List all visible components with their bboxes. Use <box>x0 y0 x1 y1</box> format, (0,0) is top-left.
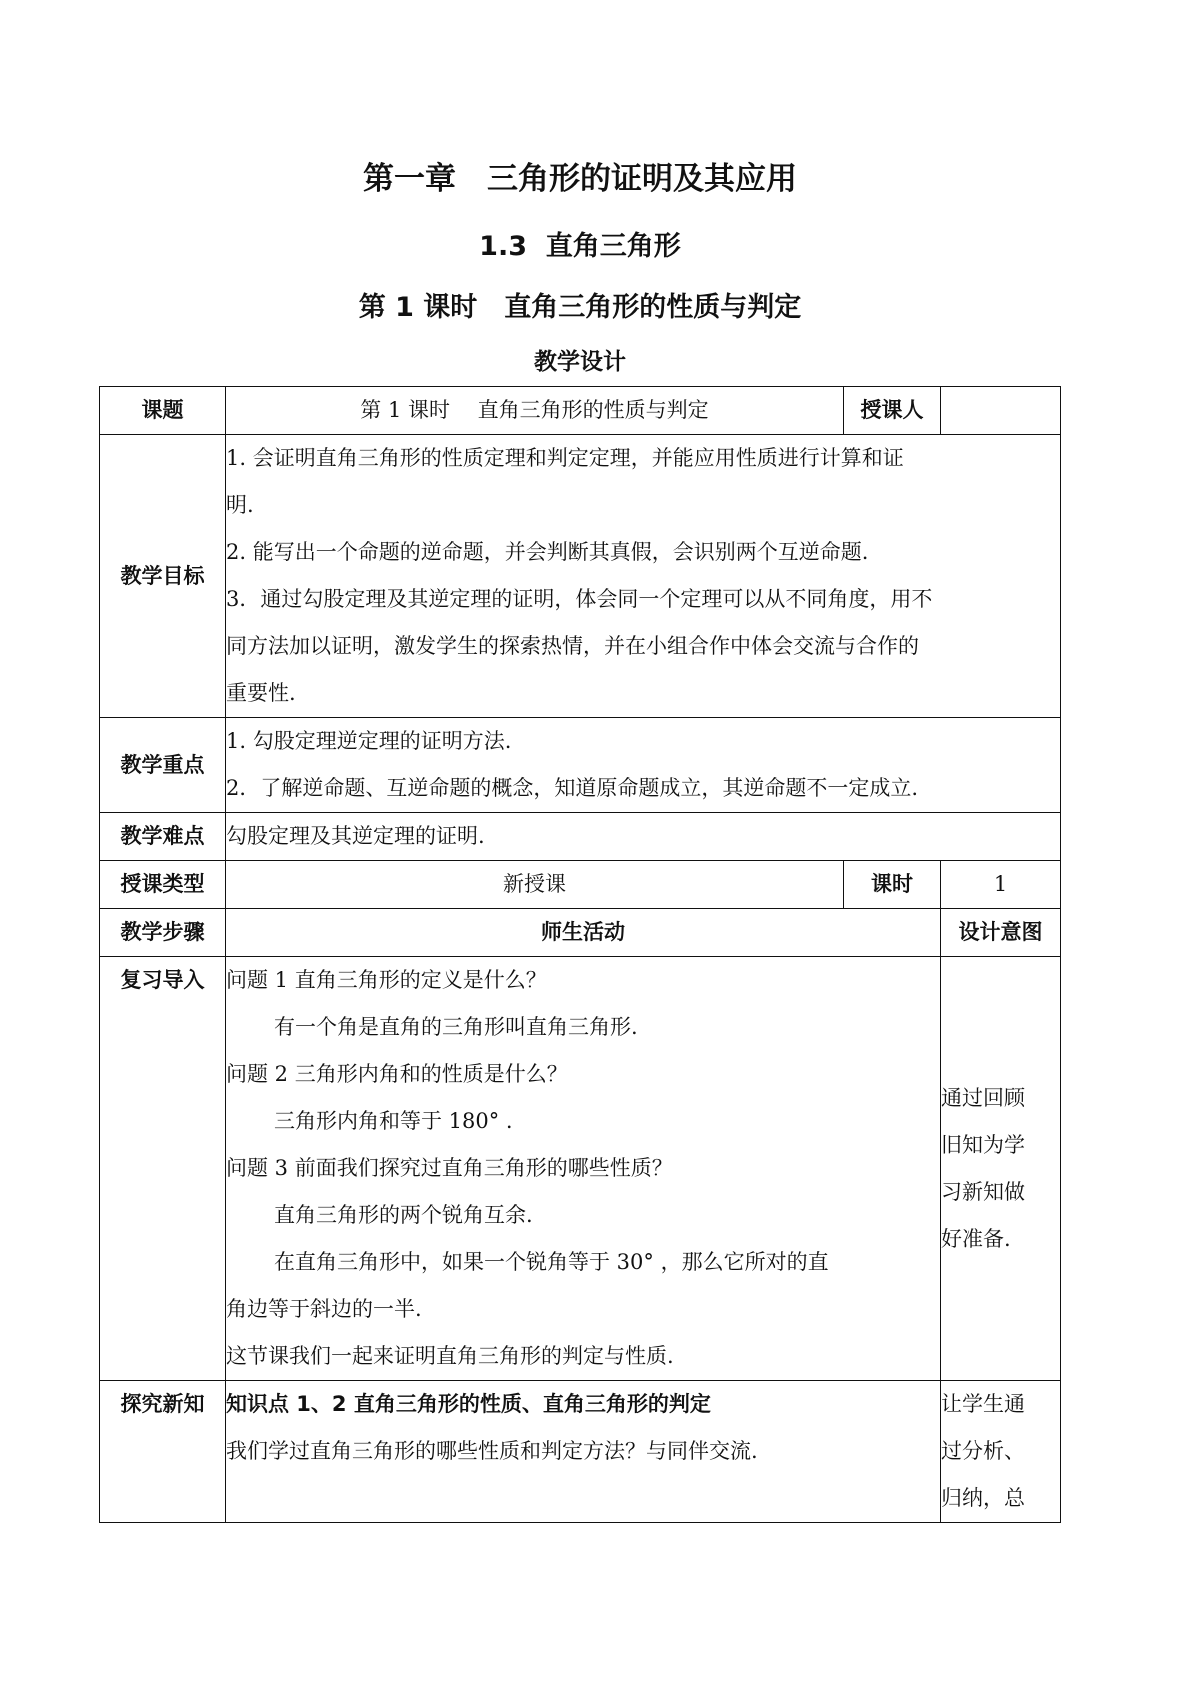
review-line: 这节课我们一起来证明直角三角形的判定与性质. <box>226 1344 674 1368</box>
review-label: 复习导入 <box>100 957 226 1381</box>
objective-line: 3．通过勾股定理及其逆定理的证明，体会同一个定理可以从不同角度，用不 <box>226 587 933 611</box>
review-line: 有一个角是直角的三角形叫直角三角形. <box>274 1015 638 1039</box>
lesson-type-row <box>100 861 1061 909</box>
review-intent-line: 旧知为学 <box>941 1132 1025 1157</box>
explore-line: 我们学过直角三角形的哪些性质和判定方法？与同伴交流. <box>226 1439 758 1463</box>
intent-column-header: 设计意图 <box>941 909 1061 957</box>
review-intent-line: 通过回顾 <box>941 1085 1025 1110</box>
explore-content <box>226 1381 941 1523</box>
review-line: 在直角三角形中，如果一个锐角等于 30° ，那么它所对的直 <box>274 1250 829 1274</box>
difficulties-row <box>100 813 1061 861</box>
explore-row <box>100 1381 1061 1523</box>
explore-line: 知识点 1、2 直角三角形的性质、直角三角形的判定 <box>226 1392 711 1416</box>
review-line: 角边等于斜边的一半. <box>226 1297 422 1321</box>
teacher-label: 授课人 <box>844 387 941 435</box>
objective-line: 同方法加以证明，激发学生的探索热情，并在小组合作中体会交流与合作的 <box>226 634 919 658</box>
steps-column-header: 教学步骤 <box>100 909 226 957</box>
difficulties-value: 勾股定理及其逆定理的证明. <box>226 813 1061 861</box>
key-points-label: 教学重点 <box>100 718 226 813</box>
review-line: 问题 3 前面我们探究过直角三角形的哪些性质？ <box>226 1156 673 1180</box>
review-intent-line: 习新知做 <box>941 1179 1025 1204</box>
lesson-type-value: 新授课 <box>226 861 844 909</box>
explore-label: 探究新知 <box>100 1381 226 1523</box>
explore-intent <box>941 1381 1061 1523</box>
review-line: 问题 1 直角三角形的定义是什么？ <box>226 968 547 992</box>
review-line: 三角形内角和等于 180° . <box>274 1109 513 1133</box>
review-row <box>100 957 1061 1381</box>
activities-column-header: 师生活动 <box>226 909 941 957</box>
explore-intent-line: 归纳，总 <box>941 1486 1025 1510</box>
topic-row <box>100 387 1061 435</box>
difficulties-label: 教学难点 <box>100 813 226 861</box>
objective-line: 重要性. <box>226 681 296 705</box>
review-intent-line: 好准备. <box>941 1226 1011 1251</box>
column-header-row <box>100 909 1061 957</box>
review-intent <box>941 957 1061 1381</box>
key-point-line: 2．了解逆命题、互逆命题的概念，知道原命题成立，其逆命题不一定成立. <box>226 776 919 800</box>
key-point-line: 1. 勾股定理逆定理的证明方法. <box>226 729 512 753</box>
objective-line: 1. 会证明直角三角形的性质定理和判定定理，并能应用性质进行计算和证 <box>226 446 904 470</box>
explore-intent-line: 让学生通 <box>941 1392 1025 1416</box>
objectives-content <box>226 435 1061 718</box>
topic-value: 第 1 课时 直角三角形的性质与判定 <box>226 387 844 435</box>
objective-line: 2. 能写出一个命题的逆命题，并会判断其真假，会识别两个互逆命题. <box>226 540 869 564</box>
class-hours-value: 1 <box>941 861 1061 909</box>
review-line: 直角三角形的两个锐角互余. <box>274 1203 533 1227</box>
objectives-label: 教学目标 <box>100 435 226 718</box>
class-hours-label: 课时 <box>844 861 941 909</box>
objective-line: 明. <box>226 493 254 517</box>
topic-label: 课题 <box>100 387 226 435</box>
review-content <box>226 957 941 1381</box>
lesson-plan-table <box>99 386 1061 1523</box>
lesson-title: 第 1 课时 直角三角形的性质与判定 <box>358 292 802 323</box>
section-title: 1.3 直角三角形 <box>479 231 681 262</box>
lesson-type-label: 授课类型 <box>100 861 226 909</box>
review-line: 问题 2 三角形内角和的性质是什么？ <box>226 1062 568 1086</box>
chapter-title: 第一章 三角形的证明及其应用 <box>363 161 797 197</box>
key-points-content <box>226 718 1061 813</box>
teacher-value <box>941 387 1061 435</box>
explore-intent-line: 过分析、 <box>941 1439 1025 1463</box>
key-points-row <box>100 718 1061 813</box>
objectives-row <box>100 435 1061 718</box>
teaching-design-label: 教学设计 <box>534 349 626 375</box>
